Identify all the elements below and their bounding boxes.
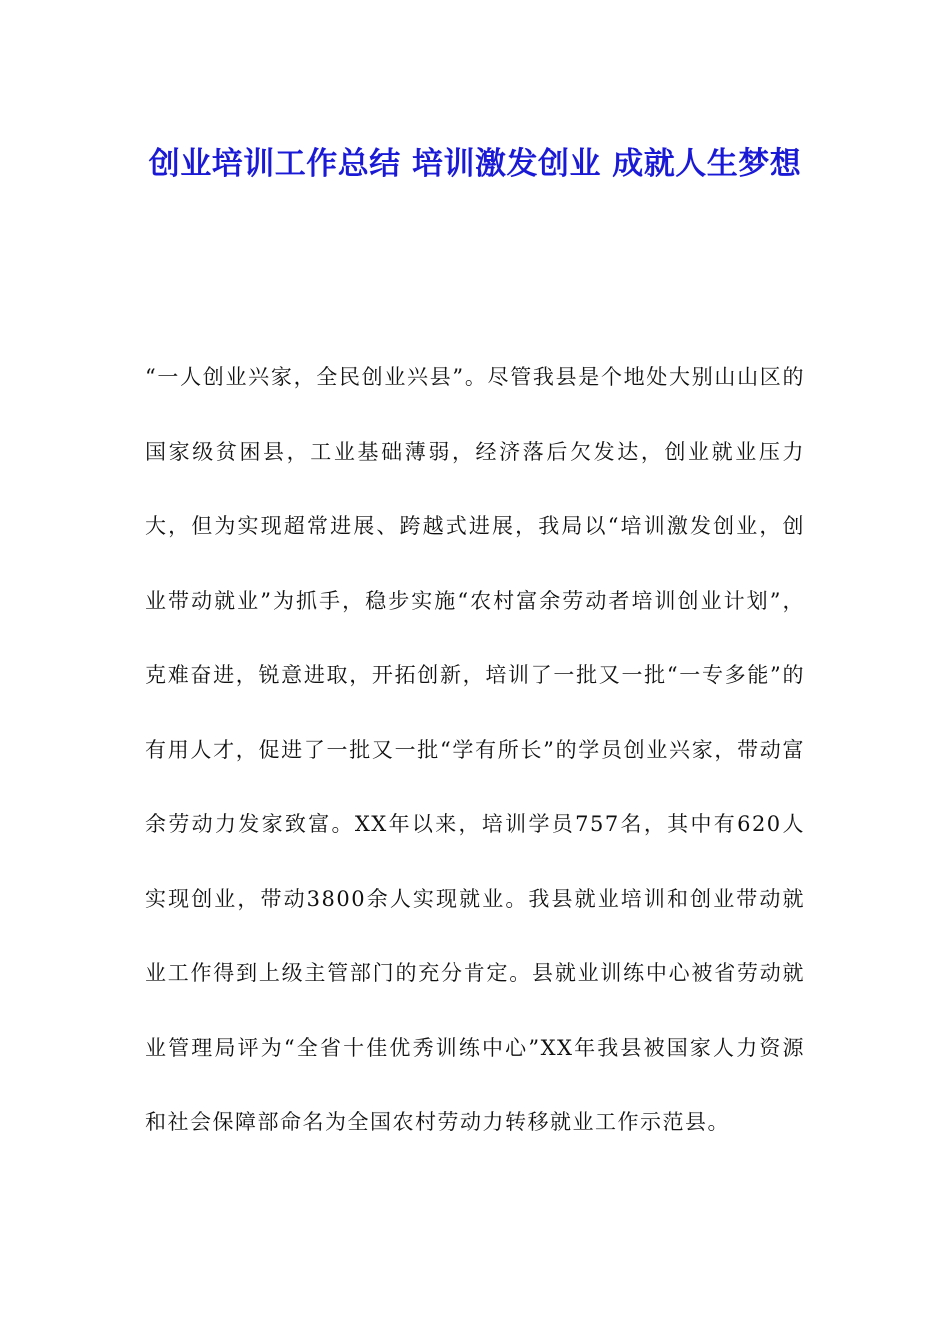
body-paragraph: “一人创业兴家，全民创业兴县”。尽管我县是个地处大别山山区的国家级贫困县，工业基础薄弱，经济落后欠发达，创业就业压力大，但为实现超常进展、跨越式进展，我局以“培训激发创业，创业带动就业”为抓手，稳步实施“农村富余劳动者培训创业计划”，克难奋进，锐意进取，开拓创新，培训了一批又一批“一专多能”的有用人才，促进了一批又一批“学有所长”的学员创业兴家，带动富余劳动力发家致富。XX年以来，培训学员757名，其中有620人实现创业，带动3800余人实现就业。我县就业培训和创业带动就业工作得到上级主管部门的充分肯定。县就业训练中心被省劳动就业管理局评为“全省十佳优秀训练中心”XX年我县被国家人力资源和社会保障部命名为全国农村劳动力转移就业工作示范县。 bbox=[145, 365, 805, 1134]
document-title: 创业培训工作总结 培训激发创业 成就人生梦想 bbox=[148, 146, 802, 182]
